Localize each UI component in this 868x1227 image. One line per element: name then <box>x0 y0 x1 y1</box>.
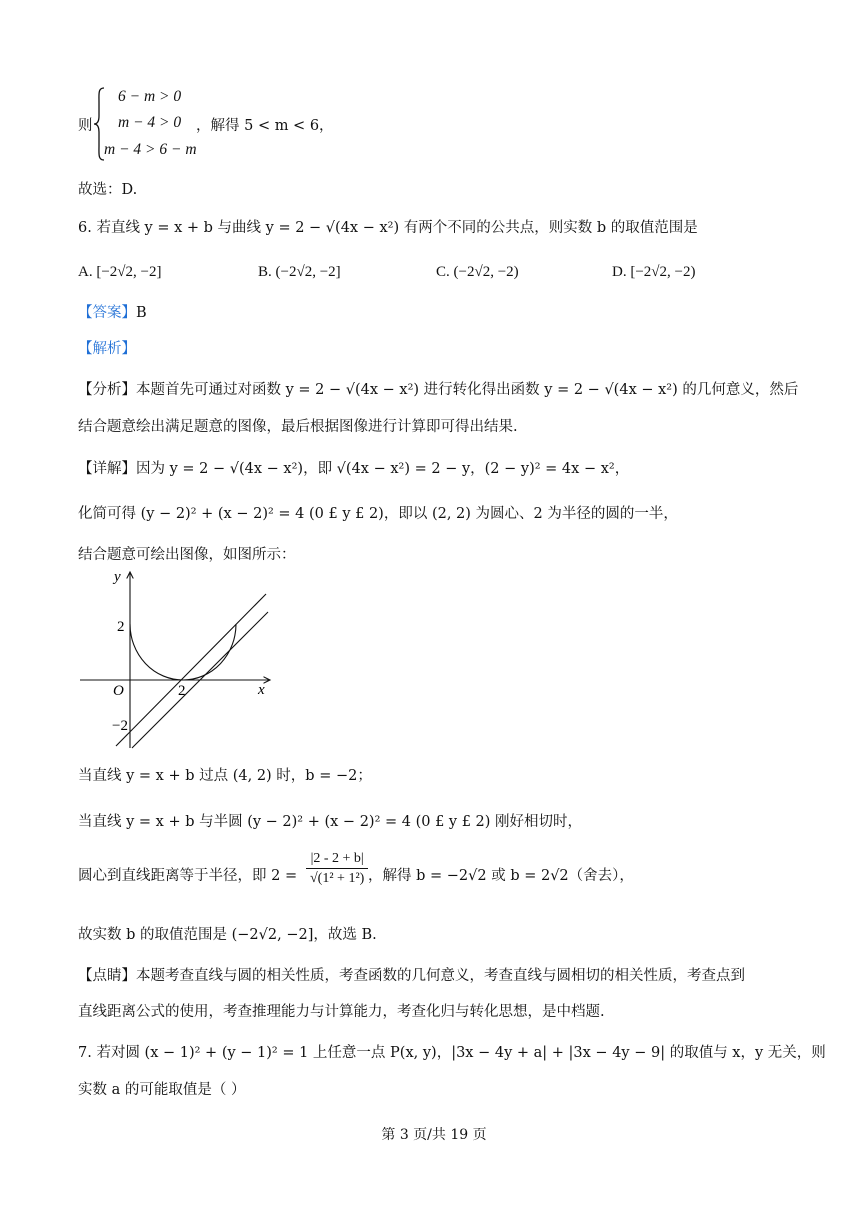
system-line-3: m − 4 > 6 − m <box>104 141 197 158</box>
x-axis-label: x <box>258 682 265 698</box>
option-label: D. <box>612 264 627 280</box>
semicircle-curve <box>130 624 236 680</box>
option-label: C. <box>436 264 450 280</box>
fenxi-text-1: 本题首先可通过对函数 y = 2 − √(4x − x²) 进行转化得出函数 y = 2 − √(4x − x²) 的几何意义，然后 <box>136 382 799 398</box>
dianjing-text-1: 本题考查直线与圆的相关性质，考查函数的几何意义，考查直线与圆相切的相关性质，考查点到 <box>136 968 745 984</box>
answer-tag: 【答案】 <box>78 305 136 321</box>
answer-line <box>78 303 147 323</box>
answer-value: B <box>136 305 147 321</box>
distance-fraction <box>306 850 368 888</box>
system-line-1: 6 − m > 0 <box>118 88 182 105</box>
q7-line-2: 实数 a 的可能取值是（ ） <box>78 1082 246 1098</box>
dianjing-line-2: 直线距离公式的使用，考查推理能力与计算能力，考查化归与转化思想，是中档题. <box>78 1004 605 1020</box>
origin-label: O <box>113 683 124 699</box>
q6-option-a <box>78 262 162 282</box>
option-label: B. <box>258 264 272 280</box>
tick-y-neg: −2 <box>112 718 128 734</box>
option-label: A. <box>78 264 93 280</box>
xiangjie-line-3: 结合题意可绘出图像，如图所示： <box>78 547 296 563</box>
function-graph <box>76 562 286 758</box>
choose-d: 故选：D. <box>78 182 138 198</box>
xiangjie-line-1 <box>78 459 629 479</box>
dianjing-line-1 <box>78 966 745 986</box>
q6-option-c <box>436 262 519 282</box>
analysis-tag: 【解析】 <box>78 341 136 357</box>
xiangjie-line-6a: 圆心到直线距离等于半径，即 2 = <box>78 868 298 884</box>
system-result: ，解得 5 < m < 6， <box>196 118 334 134</box>
page-footer: 第 3 页/共 19 页 <box>381 1127 487 1143</box>
xiangjie-line-5: 当直线 y = x + b 与半圆 (y − 2)² + (x − 2)² = 4 (0 £ y £ 2) 刚好相切时， <box>78 814 583 830</box>
option-value: (−2√2, −2] <box>275 264 341 280</box>
fraction-denominator: √(1² + 1²) <box>310 871 365 886</box>
xiangjie-line-6b: ，解得 b = −2√2 或 b = 2√2（舍去）， <box>368 868 634 884</box>
system-line-2: m − 4 > 0 <box>118 114 182 131</box>
fenxi-line-2: 结合题意绘出满足题意的图像，最后根据图像进行计算即可得出结果. <box>78 419 518 435</box>
tick-x: 2 <box>178 683 186 699</box>
fenxi-tag: 【分析】 <box>78 382 136 398</box>
dianjing-tag: 【点睛】 <box>78 968 136 984</box>
tangent-line <box>116 594 266 746</box>
q6-stem: 6. 若直线 y = x + b 与曲线 y = 2 − √(4x − x²) 有两个不同的公共点，则实数 b 的取值范围是 <box>78 220 698 236</box>
q6-option-d <box>612 262 696 282</box>
option-value: (−2√2, −2) <box>453 264 519 280</box>
fenxi-line-1 <box>78 380 798 400</box>
fraction-numerator: |2 - 2 + b| <box>306 850 368 869</box>
xiangjie-line-7: 故实数 b 的取值范围是 (−2√2, −2]，故选 B. <box>78 927 377 943</box>
option-value: [−2√2, −2) <box>630 264 696 280</box>
xiangjie-line-4: 当直线 y = x + b 过点 (4, 2) 时，b = −2； <box>78 768 372 784</box>
xiangjie-text-1: 因为 y = 2 − √(4x − x²)，即 √(4x − x²) = 2 − y，(2 − y)² = 4x − x²， <box>136 461 630 477</box>
y-axis-label: y <box>114 569 121 585</box>
xiangjie-line-2: 化简可得 (y − 2)² + (x − 2)² = 4 (0 £ y £ 2)，即以 (2, 2) 为圆心、2 为半径的圆的一半， <box>78 506 678 522</box>
option-value: [−2√2, −2] <box>96 264 162 280</box>
xiangjie-tag: 【详解】 <box>78 461 136 477</box>
q7-line-1: 7. 若对圆 (x − 1)² + (y − 1)² = 1 上任意一点 P(x, y)，|3x − 4y + a| + |3x − 4y − 9| 的取值与 x，y 无关，则 <box>78 1045 826 1061</box>
ze-label: 则 <box>78 118 93 134</box>
tick-y-pos: 2 <box>117 619 125 635</box>
q6-option-b <box>258 262 341 282</box>
